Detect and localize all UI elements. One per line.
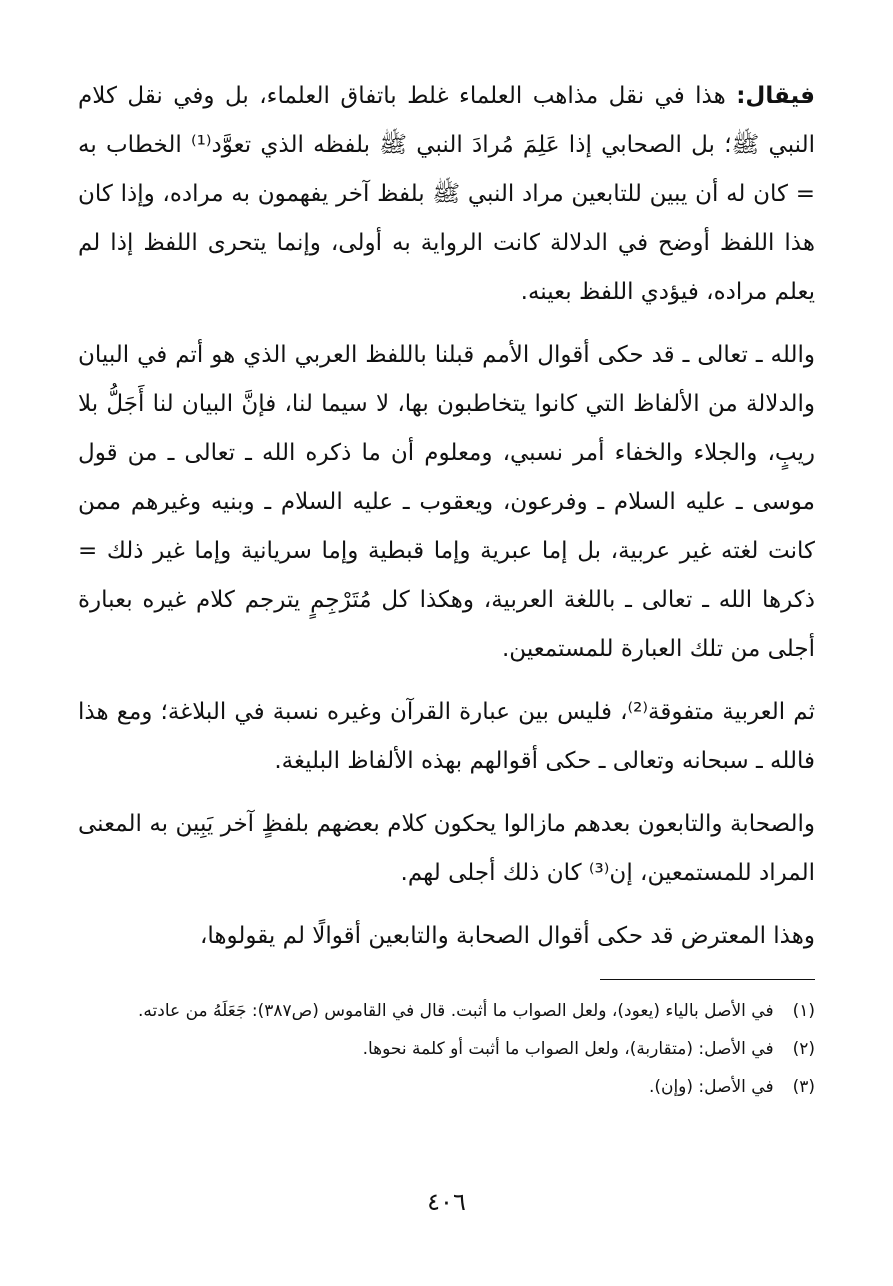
footnote-1 xyxy=(78,994,815,1028)
footnote-number: (٣) xyxy=(792,1077,815,1097)
paragraph-3 xyxy=(78,688,815,786)
footnote-text: في الأصل: (وإن). xyxy=(648,1077,774,1097)
footnote-3 xyxy=(78,1070,815,1104)
paragraph-5 xyxy=(78,912,815,961)
footnote-divider xyxy=(600,979,815,980)
paragraph-lead: فيقال: xyxy=(736,83,815,109)
footnote-2 xyxy=(78,1032,815,1066)
page-body xyxy=(78,72,815,1108)
paragraph-text: والله ـ تعالى ـ قد حكى أقوال الأمم قبلنا باللفظ العربي الذي هو أتم في البيان والدلالة من الألفاظ التي كانوا يتخاطبون بها، لا سيما لنا، فإنَّ البيان لنا أَجَلُّ بلا ريبٍ، والجلاء والخفاء أمر نسبي، ومعلوم أن ما ذكره الله ـ تعالى ـ من قول موسى ـ عليه السلام ـ وفرعون، ويعقوب ـ عليه السلام ـ وبنيه وغيرهم ممن كانت لغته غير عربية، بل إما عبرية وإما قبطية وإما سريانية وإما غير ذلك = ذكرها الله ـ تعالى ـ باللغة العربية، وهكذا كل مُتَرْجِمٍ يترجم كلام غيره بعبارة أجلى من تلك العبارة للمستمعين. xyxy=(78,342,815,662)
footnote-text: في الأصل: (متقاربة)، ولعل الصواب ما أثبت أو كلمة نحوها. xyxy=(362,1039,774,1059)
paragraph-2 xyxy=(78,331,815,674)
paragraph-text: هذا في نقل مذاهب العلماء غلط باتفاق العلماء، بل وفي نقل كلام النبي ﷺ؛ بل الصحابي إذا عَلِمَ مُرادَ النبي ﷺ بلفظه الذي تعوَّد⁽¹⁾ الخطاب به = كان له أن يبين للتابعين مراد النبي ﷺ بلفظ آخر يفهمون به مراده، وإذا كان هذا اللفظ أوضح في الدلالة كانت الرواية به أولى، وإنما يتحرى اللفظ إذا لم يعلم مراده، فيؤدي اللفظ بعينه. xyxy=(78,83,815,305)
page-number: ٤٠٦ xyxy=(427,1188,466,1216)
footnote-number: (٢) xyxy=(792,1039,815,1059)
paragraph-1 xyxy=(78,72,815,317)
footnote-text: في الأصل بالياء (يعود)، ولعل الصواب ما أثبت. قال في القاموس (ص٣٨٧): جَعَلَهُ من عادته. xyxy=(138,1001,774,1021)
paragraph-text: وهذا المعترض قد حكى أقوال الصحابة والتابعين أقوالًا لم يقولوها، xyxy=(199,923,815,949)
paragraph-text: ثم العربية متفوقة⁽²⁾، فليس بين عبارة القرآن وغيره نسبة في البلاغة؛ ومع هذا فالله ـ سبحانه وتعالى ـ حكى أقوالهم بهذه الألفاظ البليغة. xyxy=(78,699,815,774)
footnote-number: (١) xyxy=(792,1001,815,1021)
paragraph-4 xyxy=(78,800,815,898)
paragraph-text: والصحابة والتابعون بعدهم مازالوا يحكون كلام بعضهم بلفظٍ آخر يَبِين به المعنى المراد للمستمعين، إن⁽³⁾ كان ذلك أجلى لهم. xyxy=(78,811,815,886)
